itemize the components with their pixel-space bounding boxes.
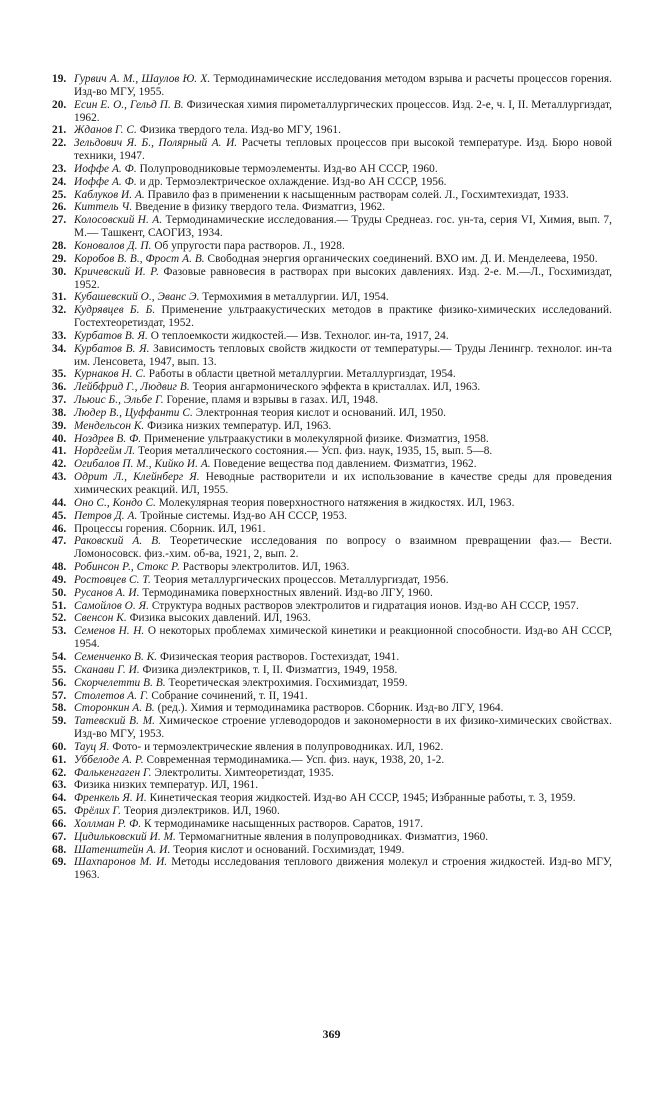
reference-number: 25. [52, 188, 67, 201]
reference-entry [52, 291, 612, 304]
reference-number: 60. [52, 740, 67, 753]
reference-number: 43. [52, 471, 67, 484]
reference-entry [52, 381, 612, 394]
reference-text: О некоторых проблемах химической кинетики и реакционной способности. Изд-во АН СССР, 1954. [74, 625, 612, 651]
reference-text: Молекулярная теория поверхностного натяжения в жидкостях. ИЛ, 1963. [155, 496, 515, 509]
reference-text: Свободная энергия органических соединений. ВХО им. Д. И. Менделеева, 1950. [204, 252, 598, 265]
reference-entry [52, 561, 612, 574]
reference-text: Тройные системы. Изд-во АН СССР, 1953. [137, 509, 348, 522]
reference-entry [52, 394, 612, 407]
reference-entry [52, 805, 612, 818]
reference-entry [52, 433, 612, 446]
reference-author: Коробов В. В., Фрост А. В. [74, 252, 205, 265]
reference-text: Электронная теория кислот и оснований. ИЛ, 1950. [192, 406, 447, 419]
reference-text: Об упругости пара растворов. Л., 1928. [151, 239, 345, 252]
reference-author: Курбатов В. Я. [74, 342, 150, 355]
reference-author: Гурвич А. М., Шаулов Ю. Х. [74, 73, 211, 85]
reference-entry [52, 124, 612, 137]
reference-text: К термодинамике насыщенных растворов. Саратов, 1917. [141, 817, 424, 830]
reference-entry [52, 266, 612, 292]
reference-number: 47. [52, 535, 67, 548]
reference-author: Зельдович Я. Б., Полярный А. И. [74, 137, 238, 150]
reference-author: Скорчелетти В. В. [74, 676, 166, 689]
reference-text: Правило фаз в применении к насыщенным растворам солей. Л., Госхимтехиздат, 1933. [144, 188, 569, 201]
reference-author: Нордгейм Л. [74, 445, 136, 458]
reference-entry [52, 253, 612, 266]
reference-text: Термодинамические исследования методом взрыва и расчеты процессов горения. Изд-во МГУ, 1955. [74, 73, 612, 98]
reference-number: 67. [52, 830, 67, 843]
reference-number: 29. [52, 252, 67, 265]
reference-number: 45. [52, 509, 67, 522]
reference-number: 66. [52, 817, 67, 830]
reference-number: 39. [52, 419, 67, 432]
reference-author: Сканави Г. И. [74, 663, 140, 676]
reference-entry [52, 343, 612, 369]
reference-number: 38. [52, 406, 67, 419]
reference-entry [52, 497, 612, 510]
reference-author: Кудрявцев Б. Б. [74, 304, 156, 317]
reference-number: 42. [52, 458, 67, 471]
reference-author: Оно С., Кондо С. [74, 496, 156, 509]
reference-text: Термодинамические исследования.— Труды Среднеаз. гос. ун-та, серия VI, Химия, вып. 7, М.— Ташкент, САОГИЗ, 1934. [74, 214, 612, 240]
reference-entry [52, 445, 612, 458]
reference-number: 52. [52, 612, 67, 625]
reference-entry [52, 189, 612, 202]
reference-entry [52, 510, 612, 523]
reference-text: Теория металлического состояния.— Усп. физ. наук, 1935, 15, вып. 5—8. [135, 445, 493, 458]
reference-author: Фрёлих Г. [74, 805, 122, 818]
reference-number: 63. [52, 779, 67, 792]
reference-text: Теоретические исследования по вопросу о взаимном превращении фаз.— Вести. Ломоносовск. физ.-хим. об-ва, 1921, 2, вып. 2. [74, 535, 612, 561]
reference-text: Методы исследования теплового движения молекул и строения жидкостей. Изд-во МГУ, 1963. [74, 856, 612, 882]
reference-text: (ред.). Химия и термодинамика растворов. Сборник. Изд-во ЛГУ, 1964. [154, 702, 504, 715]
reference-number: 65. [52, 805, 67, 818]
reference-entry [52, 99, 612, 125]
reference-text: Фазовые равновесия в растворах при высоких давлениях. Изд. 2-е. М.—Л., Госхимиздат, 1952. [74, 265, 612, 291]
reference-entry [52, 651, 612, 664]
reference-author: Кричевский И. Р. [74, 265, 159, 278]
reference-entry [52, 137, 612, 163]
page-number: 369 [322, 1027, 341, 1041]
reference-text: Собрание сочинений, т. II, 1941. [148, 689, 308, 702]
reference-number: 50. [52, 586, 67, 599]
reference-author: Есин Е. О., Гельд П. В. [74, 98, 184, 111]
reference-number: 40. [52, 432, 67, 445]
reference-entry [52, 304, 612, 330]
reference-number: 56. [52, 676, 67, 689]
reference-text: Теоретическая электрохимия. Госхимиздат, 1959. [165, 676, 408, 689]
reference-text: Теория металлургических процессов. Металлургиздат, 1956. [150, 573, 449, 586]
reference-entry [52, 831, 612, 844]
reference-author: Свенсон К. [74, 612, 127, 625]
reference-number: 36. [52, 381, 67, 394]
reference-number: 27. [52, 214, 67, 227]
reference-author: Огибалов П. М., Кийко И. А. [74, 458, 211, 471]
reference-number: 48. [52, 561, 67, 574]
reference-entry [52, 535, 612, 561]
reference-entry [52, 407, 612, 420]
reference-entry [52, 163, 612, 176]
reference-text: Термодинамика поверхностных явлений. Изд-во ЛГУ, 1960. [139, 586, 433, 599]
reference-author: Столетов А. Г. [74, 689, 149, 702]
reference-author: Коновалов Д. П. [74, 239, 152, 252]
reference-number: 62. [52, 766, 67, 779]
reference-author: Семенов Н. Н. [74, 625, 145, 638]
reference-author: Колосовский Н. А. [74, 214, 163, 227]
reference-text: Физика низких температур. ИЛ, 1963. [144, 419, 332, 432]
reference-text: Структура водных растворов электролитов и гидратация ионов. Изд-во АН СССР, 1957. [148, 599, 579, 612]
reference-number: 24. [52, 175, 67, 188]
reference-text: Поведение вещества под давлением. Физматгиз, 1962. [210, 458, 477, 471]
reference-text: Теория ангармонического эффекта в кристаллах. ИЛ, 1963. [189, 381, 481, 394]
reference-number: 19. [52, 73, 67, 85]
reference-text: Электролиты. Химтеоретиздат, 1935. [151, 766, 334, 779]
reference-entry [52, 73, 612, 99]
reference-entry [52, 471, 612, 497]
reference-number: 68. [52, 843, 67, 856]
reference-number: 37. [52, 394, 67, 407]
reference-author: Ноздрев В. Ф. [74, 432, 142, 445]
reference-entry [52, 792, 612, 805]
reference-text: Физика твердого тела. Изд-во МГУ, 1961. [136, 124, 341, 137]
reference-entry [52, 368, 612, 381]
reference-entry [52, 612, 612, 625]
reference-entry [52, 779, 612, 792]
reference-number: 58. [52, 702, 67, 715]
reference-text: Введение в физику твердого тела. Физматгиз, 1962. [132, 201, 386, 214]
reference-text: Физика диэлектриков, т. I, II. Физматгиз, 1949, 1958. [139, 663, 398, 676]
reference-number: 44. [52, 496, 67, 509]
reference-number: 22. [52, 137, 67, 150]
reference-entry [52, 844, 612, 857]
reference-number: 64. [52, 792, 67, 805]
reference-entry [52, 856, 612, 882]
reference-author: Русанов А. И. [74, 586, 140, 599]
reference-entry [52, 677, 612, 690]
reference-text: Неводные растворители и их использование в качестве среды для проведения химических реакций. ИЛ, 1955. [74, 471, 612, 496]
reference-entry [52, 767, 612, 780]
reference-author: Одрит Л., Клейнберг Я. [74, 471, 200, 484]
reference-author: Жданов Г. С. [74, 124, 137, 137]
reference-number: 33. [52, 329, 67, 342]
reference-number: 26. [52, 201, 67, 214]
reference-number: 54. [52, 650, 67, 663]
reference-text: Химическое строение углеводородов и закономерности в их физико-химических свойствах. Изд-во МГУ, 1953. [74, 715, 612, 741]
reference-number: 59. [52, 715, 67, 728]
reference-number: 31. [52, 291, 67, 304]
reference-number: 53. [52, 625, 67, 638]
reference-entry [52, 702, 612, 715]
reference-text: Современная термодинамика.— Усп. физ. наук, 1938, 20, 1-2. [143, 753, 445, 766]
reference-author: Иоффе А. Ф. [74, 175, 137, 188]
reference-author: Кубашевский О., Эванс Э. [74, 291, 200, 304]
reference-number: 69. [52, 856, 67, 869]
reference-entry [52, 330, 612, 343]
reference-number: 30. [52, 265, 67, 278]
reference-entry [52, 523, 612, 536]
reference-author: Лейбфрид Г., Людвиг В. [74, 381, 190, 394]
reference-text: Применение ультраакустики в молекулярной физике. Физматгиз, 1958. [141, 432, 489, 445]
reference-author: Мендельсон К. [74, 419, 145, 432]
reference-author: Френкель Я. И. [74, 792, 147, 805]
reference-entry [52, 690, 612, 703]
reference-author: Петров Д. А. [74, 509, 138, 522]
reference-number: 46. [52, 522, 67, 535]
reference-number: 41. [52, 445, 67, 458]
reference-author: Робинсон Р., Стокс Р. [74, 561, 180, 574]
reference-author: Льюис Б., Эльбе Г. [74, 394, 164, 407]
reference-entry [52, 458, 612, 471]
reference-text: Расчеты тепловых процессов при высокой температуре. Изд. Бюро новой техники, 1947. [74, 137, 612, 163]
reference-entry [52, 754, 612, 767]
reference-entry [52, 741, 612, 754]
reference-number: 32. [52, 304, 67, 317]
reference-author: Шахпаронов М. И. [74, 856, 168, 869]
reference-author: Семенченко В. К. [74, 650, 158, 663]
reference-text: Физика низких температур. ИЛ, 1961. [74, 779, 259, 792]
reference-entry [52, 664, 612, 677]
reference-entry [52, 818, 612, 831]
reference-number: 20. [52, 98, 67, 111]
reference-author: Людер В., Цуффанти С. [74, 406, 193, 419]
reference-text: Физика высоких давлений. ИЛ, 1963. [126, 612, 311, 625]
reference-author: Иоффе А. Ф. [74, 162, 137, 175]
reference-text: Процессы горения. Сборник. ИЛ, 1961. [74, 522, 266, 535]
reference-author: Уббелоде А. Р. [74, 753, 144, 766]
reference-number: 51. [52, 599, 67, 612]
reference-text: и др. Термоэлектрическое охлаждение. Изд-во АН СССР, 1956. [136, 175, 447, 188]
reference-author: Сторонкин А. В. [74, 702, 155, 715]
reference-text: Кинетическая теория жидкостей. Изд-во АН СССР, 1945; Избранные работы, т. 3, 1959. [146, 792, 576, 805]
reference-entry [52, 420, 612, 433]
reference-author: Татевский В. М. [74, 715, 156, 728]
reference-author: Самойлов О. Я. [74, 599, 149, 612]
reference-entry [52, 201, 612, 214]
reference-text: Термомагнитные явления в полупроводниках. Физматгиз, 1960. [175, 830, 489, 843]
reference-number: 21. [52, 124, 67, 137]
reference-text: Фото- и термоэлектрические явления в полупроводниках. ИЛ, 1962. [109, 740, 444, 753]
reference-text: О теплоемкости жидкостей.— Изв. Технолог. ин-та, 1917, 24. [147, 329, 449, 342]
reference-author: Шатенштейн А. И. [74, 843, 171, 856]
reference-number: 35. [52, 368, 67, 381]
reference-number: 55. [52, 663, 67, 676]
reference-entry [52, 715, 612, 741]
reference-entry [52, 600, 612, 613]
reference-number: 28. [52, 239, 67, 252]
reference-author: Ростовцев С. Т. [74, 573, 151, 586]
reference-text: Термохимия в металлургии. ИЛ, 1954. [199, 291, 389, 304]
reference-author: Курнаков Н. С. [74, 368, 146, 381]
reference-author: Холлман Р. Ф. [74, 817, 142, 830]
reference-text: Полупроводниковые термоэлементы. Изд-во АН СССР, 1960. [136, 162, 438, 175]
reference-list [52, 73, 612, 882]
reference-number: 57. [52, 689, 67, 702]
reference-author: Цидильковский И. М. [74, 830, 176, 843]
reference-author: Курбатов В. Я. [74, 329, 148, 342]
reference-author: Раковский А. В. [74, 535, 162, 548]
reference-number: 34. [52, 342, 67, 355]
reference-number: 61. [52, 753, 67, 766]
reference-entry [52, 587, 612, 600]
reference-text: Физическая химия пирометаллургических процессов. Изд. 2-е, ч. I, II. Металлургиздат, 1962. [74, 98, 612, 124]
reference-author: Киттель Ч. [74, 201, 133, 214]
reference-text: Горение, пламя и взрывы в газах. ИЛ, 1948. [163, 394, 379, 407]
reference-entry [52, 625, 612, 651]
reference-entry [52, 240, 612, 253]
reference-text: Растворы электролитов. ИЛ, 1963. [179, 561, 350, 574]
reference-number: 49. [52, 573, 67, 586]
reference-text: Теория кислот и оснований. Госхимиздат, 1949. [170, 843, 405, 856]
reference-entry [52, 574, 612, 587]
reference-text: Физическая теория растворов. Гостехиздат, 1941. [157, 650, 400, 663]
reference-entry [52, 214, 612, 240]
reference-text: Применение ультраакустических методов в практике физико-химических исследований. Гостехтеоретиздат, 1952. [74, 304, 613, 330]
reference-text: Работы в области цветной металлургии. Металлургиздат, 1954. [145, 368, 456, 381]
reference-author: Каблуков И. А. [74, 188, 145, 201]
reference-author: Тауц Я. [74, 740, 110, 753]
reference-author: Фалькенгаген Г. [74, 766, 152, 779]
reference-text: Зависимость тепловых свойств жидкости от температуры.— Труды Ленингр. технолог. ин-та им. Ленсовета, 1947, вып. 13. [74, 342, 612, 368]
reference-entry [52, 176, 612, 189]
reference-text: Теория диэлектриков. ИЛ, 1960. [121, 805, 280, 818]
reference-number: 23. [52, 162, 67, 175]
